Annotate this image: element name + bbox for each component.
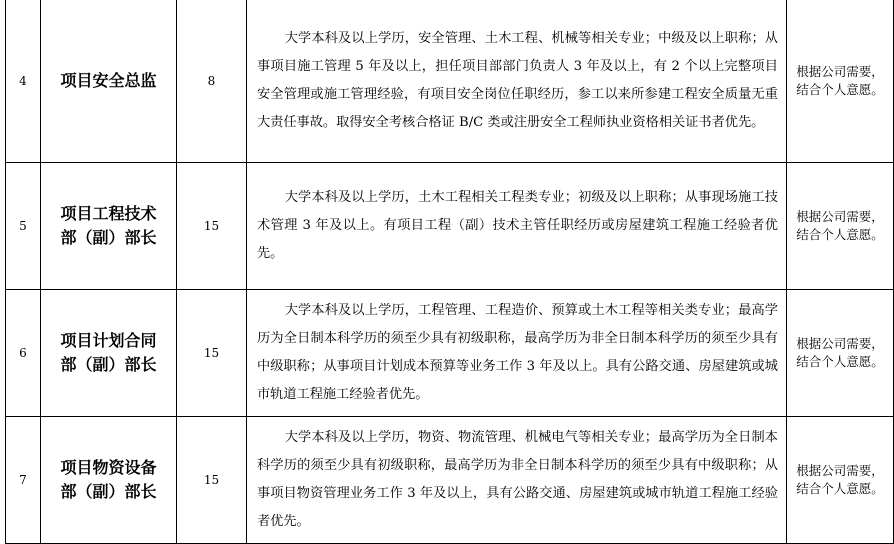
position-label: 项目物资设备部（副）部长 [60, 458, 157, 501]
row-number: 7 [6, 417, 41, 544]
remark-text: 根据公司需要，结合个人意愿。 [796, 336, 884, 369]
requirements-text: 大学本科及以上学历，土木工程相关工程类专业；初级及以上职称；从事现场施工技术管理 3 年及以上。有项目工程（副）技术主管任职经历或房屋建筑工程施工经验者优先。 [257, 190, 778, 261]
remark-text: 根据公司需要，结合个人意愿。 [796, 209, 884, 242]
position-label: 项目工程技术部（副）部长 [60, 204, 157, 247]
remark-text: 根据公司需要，结合个人意愿。 [796, 64, 884, 97]
recruitment-table [5, 0, 894, 544]
headcount: 15 [177, 417, 247, 544]
requirements [247, 0, 787, 163]
requirements-text: 大学本科及以上学历，安全管理、土木工程、机械等相关专业；中级及以上职称；从事项目施工管理 5 年及以上，担任项目部部门负责人 3 年及以上，有 2 个以上完整项目安全管理或施工管理经验，有项目安全岗位任职经历，参工以来所参建工程安全质量无重大责任事故。取得安全考核合格证 B/C 类或注册安全工程师执业资格相关证书者优先。 [257, 31, 778, 130]
requirements [247, 290, 787, 417]
position-name [41, 163, 177, 290]
remark [787, 163, 894, 290]
position-label: 项目安全总监 [60, 71, 157, 90]
table-row [6, 417, 894, 544]
table-row [6, 290, 894, 417]
position-label: 项目计划合同部（副）部长 [60, 331, 157, 374]
row-number: 5 [6, 163, 41, 290]
remark [787, 417, 894, 544]
headcount: 15 [177, 163, 247, 290]
headcount: 8 [177, 0, 247, 163]
headcount: 15 [177, 290, 247, 417]
remark [787, 0, 894, 163]
requirements [247, 163, 787, 290]
remark [787, 290, 894, 417]
position-name [41, 417, 177, 544]
position-name [41, 0, 177, 163]
requirements-text: 大学本科及以上学历，工程管理、工程造价、预算或土木工程等相关类专业；最高学历为全日制本科学历的须至少具有初级职称，最高学历为非全日制本科学历的须至少具有中级职称；从事项目计划成本预算等业务工作 3 年及以上。具有公路交通、房屋建筑或城市轨道工程施工经验者优先。 [257, 303, 778, 402]
requirements [247, 417, 787, 544]
table-row [6, 163, 894, 290]
table-row [6, 0, 894, 163]
row-number: 6 [6, 290, 41, 417]
row-number: 4 [6, 0, 41, 163]
requirements-text: 大学本科及以上学历，物资、物流管理、机械电气等相关专业；最高学历为全日制本科学历的须至少具有初级职称，最高学历为非全日制本科学历的须至少具有中级职称；从事项目物资管理业务工作 3 年及以上，具有公路交通、房屋建筑或城市轨道工程施工经验者优先。 [257, 430, 778, 529]
position-name [41, 290, 177, 417]
remark-text: 根据公司需要，结合个人意愿。 [796, 463, 884, 496]
